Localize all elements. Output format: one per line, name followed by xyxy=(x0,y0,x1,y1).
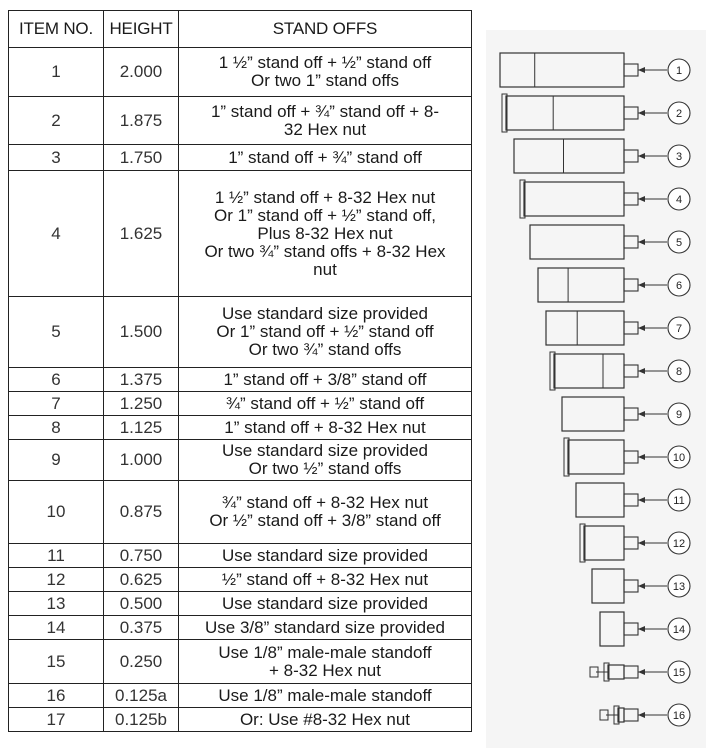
standoff-body xyxy=(600,612,624,646)
standoffs-line: Use standard size provided xyxy=(221,441,428,460)
standoffs-cell xyxy=(179,640,472,684)
item-number-cell: 1 xyxy=(9,48,104,97)
balloon-label: 8 xyxy=(675,366,683,378)
item-number-cell: 5 xyxy=(9,297,104,368)
height-cell: 0.500 xyxy=(104,592,179,616)
thread-pin xyxy=(624,709,638,721)
standoffs-cell xyxy=(179,684,472,708)
balloon-label: 15 xyxy=(672,667,686,679)
standoffs-line: ½” stand off + 8-32 Hex nut xyxy=(221,569,429,589)
thread-pin xyxy=(624,580,638,592)
standoffs-cell xyxy=(179,171,472,297)
standoffs-line: Plus 8-32 Hex nut xyxy=(257,223,393,243)
standoff-drawing-panel xyxy=(486,30,706,748)
leader-arrow xyxy=(638,153,645,159)
height-cell: 1.125 xyxy=(104,416,179,440)
table-row xyxy=(9,481,472,544)
height-cell: 0.125b xyxy=(104,708,179,732)
thread-pin xyxy=(624,150,638,162)
standoffs-line: Use standard size provided xyxy=(221,593,428,613)
balloon-label: 1 xyxy=(675,65,683,77)
table-row xyxy=(9,568,472,592)
table-row xyxy=(9,297,472,368)
thread-pin xyxy=(624,236,638,248)
standoffs-cell xyxy=(179,416,472,440)
balloon-label: 3 xyxy=(675,151,683,163)
item-number-cell: 15 xyxy=(9,640,104,684)
balloon-label: 6 xyxy=(675,280,683,292)
item-number-cell: 8 xyxy=(9,416,104,440)
standoffs-cell xyxy=(179,297,472,368)
standoff-body xyxy=(584,526,624,560)
standoffs-line: 1 ½” stand off + ½” stand off xyxy=(218,53,432,72)
standoffs-line: ¾” stand off + 8-32 Hex nut xyxy=(221,493,429,512)
table-row xyxy=(9,592,472,616)
balloon-label: 2 xyxy=(675,108,683,120)
item-number-cell: 3 xyxy=(9,145,104,171)
height-cell: 1.000 xyxy=(104,440,179,481)
standoffs-line: Or 1” stand off + ½” stand off xyxy=(216,322,434,341)
table-row xyxy=(9,97,472,145)
item-number-cell: 14 xyxy=(9,616,104,640)
standoff-body xyxy=(568,440,624,474)
standoffs-line: Or two 1” stand offs xyxy=(250,71,400,90)
leader-arrow xyxy=(638,196,645,202)
standoffs-line: 1” stand off + 8-32 Hex nut xyxy=(224,417,426,437)
standoff-body xyxy=(576,483,624,517)
balloon-label: 13 xyxy=(672,581,686,593)
standoff-body xyxy=(592,569,624,603)
standoffs-line: 32 Hex nut xyxy=(283,119,367,139)
table-header-row xyxy=(9,11,472,48)
table-row xyxy=(9,368,472,392)
table-row xyxy=(9,392,472,416)
height-cell: 0.250 xyxy=(104,640,179,684)
thread-pin xyxy=(624,64,638,76)
standoff-body xyxy=(562,397,624,431)
balloon-label: 4 xyxy=(675,194,683,206)
standoffs-line: Or two ½” stand offs xyxy=(248,459,402,478)
standoff-body xyxy=(500,53,624,87)
standoffs-line: 1” stand off + ¾” stand off + 8- xyxy=(210,101,440,121)
standoffs-line: Or two ¾” stand offs xyxy=(248,340,402,359)
leader-arrow xyxy=(638,325,645,331)
standoffs-line: 1” stand off + ¾” stand off xyxy=(228,147,422,167)
leader-arrow xyxy=(638,497,645,503)
standoffs-line: Use 1/8” male-male standoff xyxy=(218,685,432,705)
table-body xyxy=(9,48,472,732)
standoffs-line: + 8-32 Hex nut xyxy=(269,660,381,680)
standoff-body xyxy=(506,96,624,130)
table-row xyxy=(9,708,472,732)
leader-arrow xyxy=(638,110,645,116)
height-cell: 2.000 xyxy=(104,48,179,97)
table-row xyxy=(9,640,472,684)
table-row xyxy=(9,416,472,440)
standoffs-line: Or: Use #8-32 Hex nut xyxy=(239,709,411,729)
standoffs-line: Or ½” stand off + 3/8” stand off xyxy=(209,511,441,530)
leader-arrow xyxy=(638,540,645,546)
height-cell: 1.500 xyxy=(104,297,179,368)
thread-pin xyxy=(624,537,638,549)
standoffs-cell xyxy=(179,481,472,544)
table-row xyxy=(9,440,472,481)
standoff-body xyxy=(514,139,624,173)
table-row xyxy=(9,544,472,568)
thread-pin xyxy=(624,451,638,463)
leader-arrow xyxy=(638,282,645,288)
standoffs-line: ¾” stand off + ½” stand off xyxy=(225,393,425,413)
thread-pin xyxy=(624,666,638,678)
thread-pin xyxy=(624,322,638,334)
leader-arrow xyxy=(638,583,645,589)
height-cell: 0.625 xyxy=(104,568,179,592)
item-number-cell: 6 xyxy=(9,368,104,392)
balloon-label: 5 xyxy=(675,237,683,249)
standoffs-line: Or 1” stand off + ½” stand off, xyxy=(214,205,436,225)
standoffs-line: Or two ¾” stand offs + 8-32 Hex xyxy=(204,241,446,261)
item-number-cell: 9 xyxy=(9,440,104,481)
standoffs-cell xyxy=(179,708,472,732)
standoff-body xyxy=(530,225,624,259)
standoffs-line: 1” stand off + 3/8” stand off xyxy=(223,369,427,389)
table-row xyxy=(9,48,472,97)
standoffs-cell xyxy=(179,368,472,392)
item-number-cell: 4 xyxy=(9,171,104,297)
balloon-label: 14 xyxy=(672,624,686,636)
standoff-body xyxy=(554,354,624,388)
table-row xyxy=(9,145,472,171)
balloon-label: 10 xyxy=(672,452,686,464)
standoffs-cell xyxy=(179,48,472,97)
balloon-label: 9 xyxy=(675,409,683,421)
item-number-cell: 11 xyxy=(9,544,104,568)
height-cell: 1.375 xyxy=(104,368,179,392)
item-number-cell: 10 xyxy=(9,481,104,544)
item-number-cell: 2 xyxy=(9,97,104,145)
table-row xyxy=(9,171,472,297)
standoffs-line: Use 3/8” standard size provided xyxy=(204,617,446,637)
height-cell: 1.750 xyxy=(104,145,179,171)
leader-arrow xyxy=(638,712,645,718)
thread-pin xyxy=(624,107,638,119)
item-number-cell: 17 xyxy=(9,708,104,732)
leader-arrow xyxy=(638,411,645,417)
standoffs-cell xyxy=(179,592,472,616)
leader-arrow xyxy=(638,669,645,675)
standoffs-cell xyxy=(179,544,472,568)
leader-arrow xyxy=(638,368,645,374)
leader-arrow xyxy=(638,626,645,632)
height-cell: 1.875 xyxy=(104,97,179,145)
standoff-body xyxy=(608,665,624,679)
standoff-body xyxy=(546,311,624,345)
height-cell: 0.750 xyxy=(104,544,179,568)
standoffs-cell xyxy=(179,392,472,416)
thread-pin xyxy=(624,408,638,420)
standoffs-cell xyxy=(179,145,472,171)
item-number-cell: 7 xyxy=(9,392,104,416)
standoffs-cell xyxy=(179,616,472,640)
thread-pin xyxy=(624,623,638,635)
height-cell: 0.375 xyxy=(104,616,179,640)
balloon-label: 7 xyxy=(675,323,683,335)
header-height: HEIGHT xyxy=(104,11,179,48)
leader-arrow xyxy=(638,67,645,73)
header-stand-offs: STAND OFFS xyxy=(179,11,472,48)
standoffs-line: Use standard size provided xyxy=(221,304,428,323)
standoffs-cell xyxy=(179,97,472,145)
standoffs-cell xyxy=(179,568,472,592)
balloon-label: 16 xyxy=(672,710,686,722)
standoff-assembly-drawing xyxy=(486,30,706,748)
table-row xyxy=(9,616,472,640)
height-cell: 0.125a xyxy=(104,684,179,708)
standoffs-line: nut xyxy=(313,259,337,279)
thread-pin xyxy=(624,193,638,205)
bom-table xyxy=(8,10,472,732)
standoff-body xyxy=(524,182,624,216)
leader-arrow xyxy=(638,239,645,245)
height-cell: 0.875 xyxy=(104,481,179,544)
balloon-label: 12 xyxy=(672,538,686,550)
item-number-cell: 16 xyxy=(9,684,104,708)
thread-pin xyxy=(624,365,638,377)
header-item-no: ITEM NO. xyxy=(9,11,104,48)
standoffs-line: Use standard size provided xyxy=(221,545,428,565)
height-cell: 1.625 xyxy=(104,171,179,297)
standoffs-line: Use 1/8” male-male standoff xyxy=(218,642,432,662)
height-cell: 1.250 xyxy=(104,392,179,416)
leader-arrow xyxy=(638,454,645,460)
thread-pin xyxy=(624,279,638,291)
thread-pin xyxy=(624,494,638,506)
standoff-body xyxy=(538,268,624,302)
standoffs-line: 1 ½” stand off + 8-32 Hex nut xyxy=(214,187,436,207)
table-row xyxy=(9,684,472,708)
standoffs-cell xyxy=(179,440,472,481)
item-number-cell: 13 xyxy=(9,592,104,616)
balloon-label: 11 xyxy=(673,495,685,507)
item-number-cell: 12 xyxy=(9,568,104,592)
